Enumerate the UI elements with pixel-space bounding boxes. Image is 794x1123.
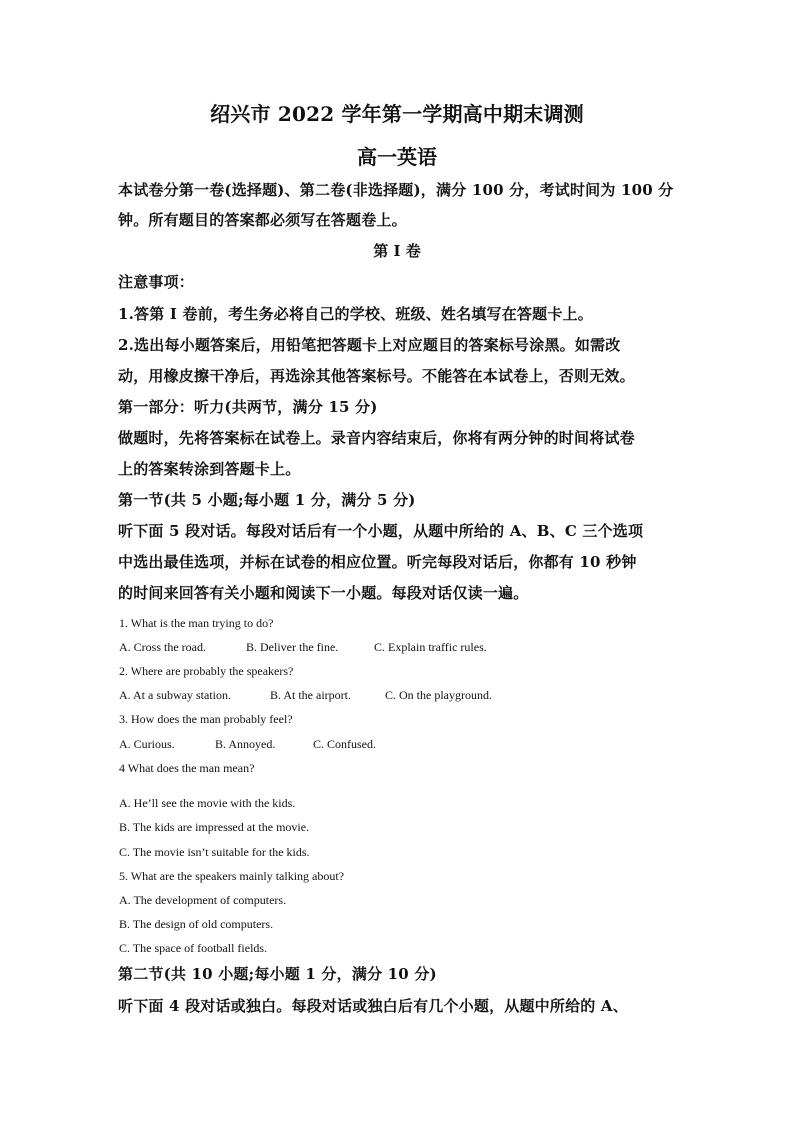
question-5-option-c: C. The space of football fields.	[119, 941, 268, 955]
question-3-option-b: B. Annoyed.	[215, 737, 276, 751]
question-4-option-b: B. The kids are impressed at the movie.	[119, 820, 310, 834]
question-5-option-a: A. The development of computers.	[119, 893, 287, 907]
question-1-option-c: C. Explain traffic rules.	[374, 640, 487, 654]
section-one-instruction-line-2: 中选出最佳选项，并标在试卷的相应位置。听完每段对话后，你都有 10 秒钟	[118, 553, 637, 571]
question-3-option-c: C. Confused.	[313, 737, 376, 751]
question-2-option-a: A. At a subway station.	[119, 688, 231, 702]
question-3-options	[119, 738, 376, 750]
question-4-option-a: A. He’ll see the movie with the kids.	[119, 796, 296, 810]
page-title: 绍兴市 2022 学年第一学期高中期末调测	[210, 102, 584, 126]
page-subtitle: 高一英语	[357, 145, 437, 169]
question-3-stem: 3. How does the man probably feel?	[119, 712, 293, 726]
question-5-option-b: B. The design of old computers.	[119, 917, 274, 931]
note-1: 1.答第 I 卷前，考生务必将自己的学校、班级、姓名填写在答题卡上。	[118, 305, 593, 323]
question-2-option-b: B. At the airport.	[270, 688, 351, 702]
note-2-line-2: 动，用橡皮擦干净后，再选涂其他答案标号。不能答在本试卷上，否则无效。	[118, 367, 635, 385]
part-one-instruction-line-1: 做题时，先将答案标在试卷上。录音内容结束后，你将有两分钟的时间将试卷	[118, 429, 635, 447]
question-3-option-a: A. Curious.	[119, 737, 175, 751]
question-2-options	[119, 689, 492, 701]
part-one-heading: 第一部分：听力(共两节，满分 15 分)	[118, 398, 378, 416]
question-5-stem: 5. What are the speakers mainly talking about?	[119, 869, 345, 883]
question-4-stem: 4 What does the man mean?	[119, 761, 255, 775]
intro-line-1: 本试卷分第一卷(选择题)、第二卷(非选择题)，满分 100 分，考试时间为 100 分	[118, 181, 674, 199]
question-4-option-c: C. The movie isn’t suitable for the kids.	[119, 845, 310, 859]
note-2-line-1: 2.选出每小题答案后，用铅笔把答题卡上对应题目的答案标号涂黑。如需改	[118, 336, 621, 354]
question-1-option-a: A. Cross the road.	[119, 640, 206, 654]
section-two-heading: 第二节(共 10 小题;每小题 1 分，满分 10 分)	[118, 965, 437, 983]
question-1-options	[119, 641, 487, 653]
intro-line-2: 钟。所有题目的答案都必须写在答题卷上。	[118, 211, 407, 229]
section-one-instruction-line-3: 的时间来回答有关小题和阅读下一小题。每段对话仅读一遍。	[118, 584, 529, 602]
section-one-instruction-line-1: 听下面 5 段对话。每段对话后有一个小题，从题中所给的 A、B、C 三个选项	[118, 522, 644, 540]
section-two-instruction-line-1: 听下面 4 段对话或独白。每段对话或独白后有几个小题，从题中所给的 A、	[118, 997, 628, 1015]
volume-heading: 第 I 卷	[373, 242, 421, 260]
question-1-option-b: B. Deliver the fine.	[246, 640, 339, 654]
question-1-stem: 1. What is the man trying to do?	[119, 616, 274, 630]
section-one-heading: 第一节(共 5 小题;每小题 1 分，满分 5 分)	[118, 491, 416, 509]
part-one-instruction-line-2: 上的答案转涂到答题卡上。	[118, 460, 301, 478]
question-2-option-c: C. On the playground.	[385, 688, 492, 702]
question-2-stem: 2. Where are probably the speakers?	[119, 664, 294, 678]
notes-heading: 注意事项：	[118, 273, 195, 291]
